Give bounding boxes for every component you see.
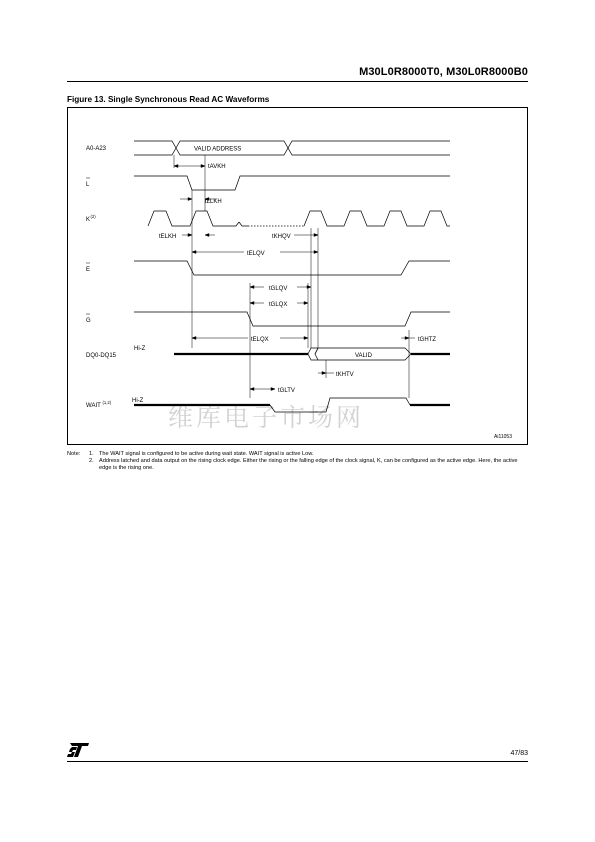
document-header-title: M30L0R8000T0, M30L0R8000B0	[359, 66, 528, 78]
svg-text:(1,2): (1,2)	[102, 400, 112, 405]
waveform-e	[134, 261, 450, 275]
svg-text:K: K	[86, 217, 91, 223]
signal-label-l	[86, 178, 90, 188]
figure-reference-code: Ai11053	[494, 434, 512, 440]
signal-label-address: A0-A23	[86, 146, 107, 152]
timing-reference-lines	[174, 155, 409, 398]
waveform-l	[134, 176, 450, 190]
valid-address-state: VALID ADDRESS	[194, 146, 242, 153]
signal-label-e	[86, 263, 90, 273]
dq-hiz-label: Hi-Z	[134, 346, 146, 352]
timing-diagram-frame	[67, 107, 528, 445]
watermark-text: 维库电子市场网	[168, 403, 365, 432]
svg-text:G: G	[86, 318, 91, 324]
note-item-2: 2. Address latched and data output on the rising clock edge. Either the rising or the falling edge of the clock signal, K, can be configured as the active edge. Here, the active edge is the rising one.	[89, 458, 518, 472]
svg-text:E: E	[86, 267, 91, 273]
timing-label-tavkh: tAVKH	[208, 164, 226, 170]
timing-label-tkhqv: tKHQV	[272, 234, 291, 240]
timing-label-tgltv: tGLTV	[278, 388, 295, 394]
svg-text:(2): (2)	[90, 214, 96, 219]
svg-text:L: L	[86, 182, 90, 188]
waveform-dq	[174, 348, 450, 360]
timing-label-tglqv: tGLQV	[269, 286, 288, 292]
timing-label-telkh: tELKH	[159, 234, 177, 240]
page-number: 47/83	[510, 750, 528, 757]
svg-text:WAIT: WAIT	[86, 403, 101, 409]
timing-diagram	[68, 108, 529, 446]
timing-label-tghtz: tGHTZ	[418, 337, 436, 343]
timing-label-tllkh: tLLKH	[205, 199, 222, 205]
note-lead-label: Note:	[67, 451, 81, 457]
st-logo-icon	[67, 743, 89, 757]
valid-data-state: VALID	[355, 353, 372, 359]
note-item-1: Note: 1. The WAIT signal is configured to be active during wait state. WAIT signal is active Low.	[67, 451, 314, 457]
timing-label-tkhtv: tKHTV	[336, 372, 354, 378]
timing-label-telqx: tELQX	[251, 337, 269, 343]
wait-hiz-label: Hi-Z	[132, 398, 144, 404]
waveform-g	[134, 312, 450, 326]
signal-label-wait	[86, 400, 112, 409]
signal-label-g	[86, 314, 91, 324]
signal-label-dq: DQ0-DQ15	[86, 353, 117, 359]
signal-label-k	[86, 214, 96, 223]
waveform-address	[134, 141, 450, 155]
header-rule	[67, 81, 528, 82]
timing-label-tglqx: tGLQX	[269, 302, 288, 308]
timing-label-telqv: tELQV	[247, 251, 265, 257]
figure-caption: Figure 13. Single Synchronous Read AC Waveforms	[67, 95, 270, 104]
footer-rule	[67, 761, 528, 762]
waveform-k-clock	[148, 211, 450, 226]
figure-notes	[67, 451, 530, 473]
